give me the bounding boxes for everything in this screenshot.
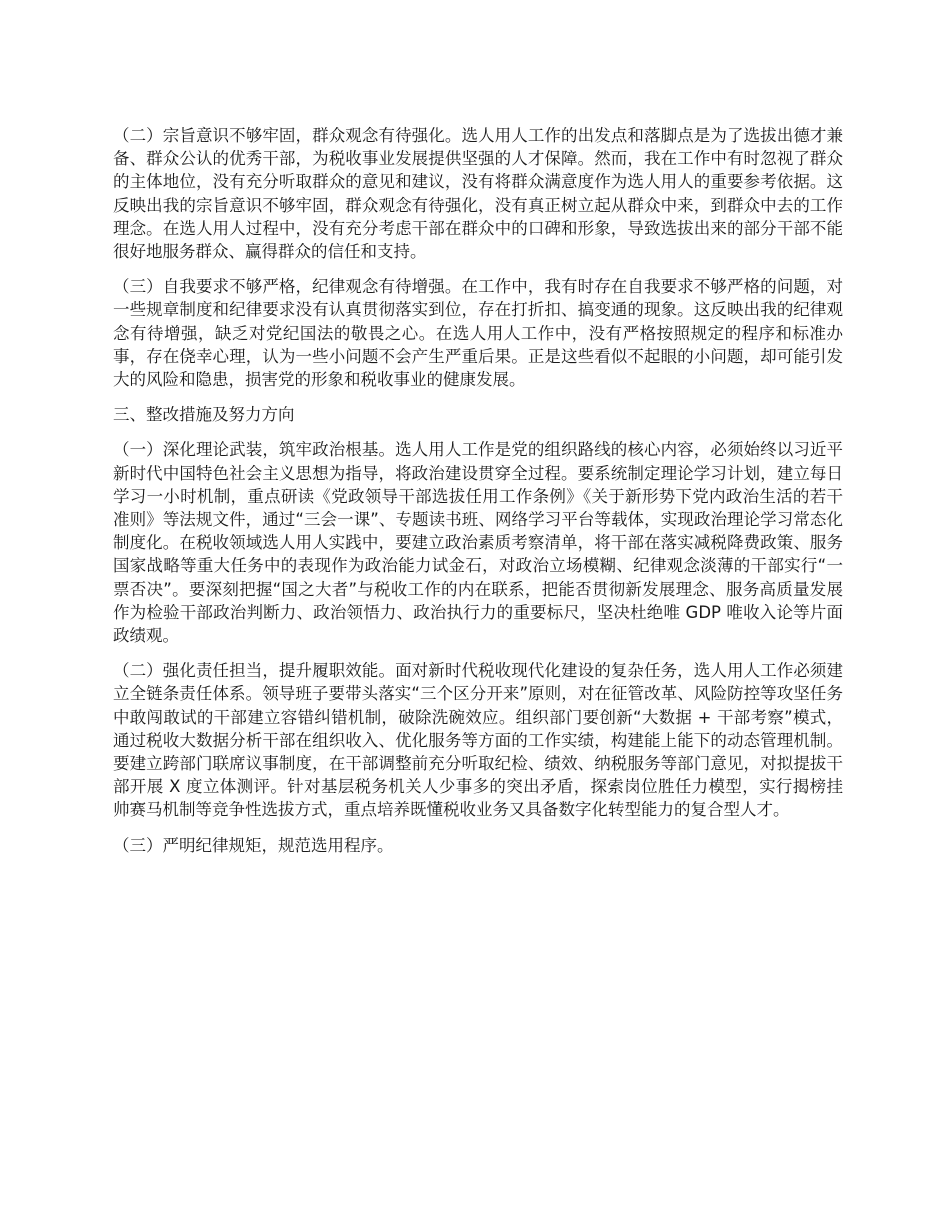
paragraph-purpose-awareness: （二）宗旨意识不够牢固，群众观念有待强化。选人用人工作的出发点和落脚点是为了选拔出德才兼备、群众公认的优秀干部，为税收事业发展提供坚强的人才保障。然而，我在工作中有时忽视了群众的主体地位，没有充分听取群众的意见和建议，没有将群众满意度作为选人用人的重要参考依据。这反映出我的宗旨意识不够牢固，群众观念有待强化，没有真正树立起从群众中来，到群众中去的工作理念。在选人用人过程中，没有充分考虑干部在群众中的口碑和形象，导致选拔出来的部分干部不能很好地服务群众、赢得群众的信任和支持。 (113, 126, 843, 262)
paragraph-responsibility: （二）强化责任担当，提升履职效能。面对新时代税收现代化建设的复杂任务，选人用人工作必须建立全链条责任体系。领导班子要带头落实“三个区分开来”原则，对在征管改革、风险防控等攻坚任务中敢闯敢试的干部建立容错纠错机制，破除洗碗效应。组织部门要创新“大数据 + 干部考察”模式，通过税收大数据分析干部在组织收入、优化服务等方面的工作实绩，构建能上能下的动态管理机制。要建立跨部门联席议事制度，在干部调整前充分听取纪检、绩效、纳税服务等部门意见，对拟提拔干部开展 X 度立体测评。针对基层税务机关人少事多的突出矛盾，探索岗位胜任力模型，实行揭榜挂帅赛马机制等竞争性选拔方式，重点培养既懂税收业务又具备数字化转型能力的复合型人才。 (113, 661, 843, 820)
section-heading-rectification: 三、整改措施及努力方向 (113, 405, 295, 425)
document-body (113, 124, 843, 869)
paragraph-self-discipline: （三）自我要求不够严格，纪律观念有待增强。在工作中，我有时存在自我要求不够严格的问题，对一些规章制度和纪律要求没有认真贯彻落实到位，存在打折扣、搞变通的现象。这反映出我的纪律观念有待增强，缺乏对党纪国法的敬畏之心。在选人用人工作中，没有严格按照规定的程序和标准办事，存在侥幸心理，认为一些小问题不会产生严重后果。正是这些看似不起眼的小问题，却可能引发大的风险和隐患，损害党的形象和税收事业的健康发展。 (113, 277, 843, 390)
paragraph-theory-study: （一）深化理论武装，筑牢政治根基。选人用人工作是党的组织路线的核心内容，必须始终以习近平新时代中国特色社会主义思想为指导，将政治建设贯穿全过程。要系统制定理论学习计划，建立每日学习一小时机制，重点研读《党政领导干部选拔任用工作条例》《关于新形势下党内政治生活的若干准则》等法规文件，通过“三会一课”、专题读书班、网络学习平台等载体，实现政治理论学习常态化制度化。在税收领域选人用人实践中，要建立政治素质考察清单，将干部在落实减税降费政策、服务国家战略等重大任务中的表现作为政治能力试金石，对政治立场模糊、纪律观念淡薄的干部实行“一票否决”。要深刻把握“国之大者”与税收工作的内在联系，把能否贯彻新发展理念、服务高质量发展作为检验干部政治判断力、政治领悟力、政治执行力的重要标尺，坚决杜绝唯 GDP 唯收入论等片面政绩观。 (113, 440, 843, 646)
paragraph-discipline-rules: （三）严明纪律规矩，规范选用程序。 (113, 835, 394, 855)
